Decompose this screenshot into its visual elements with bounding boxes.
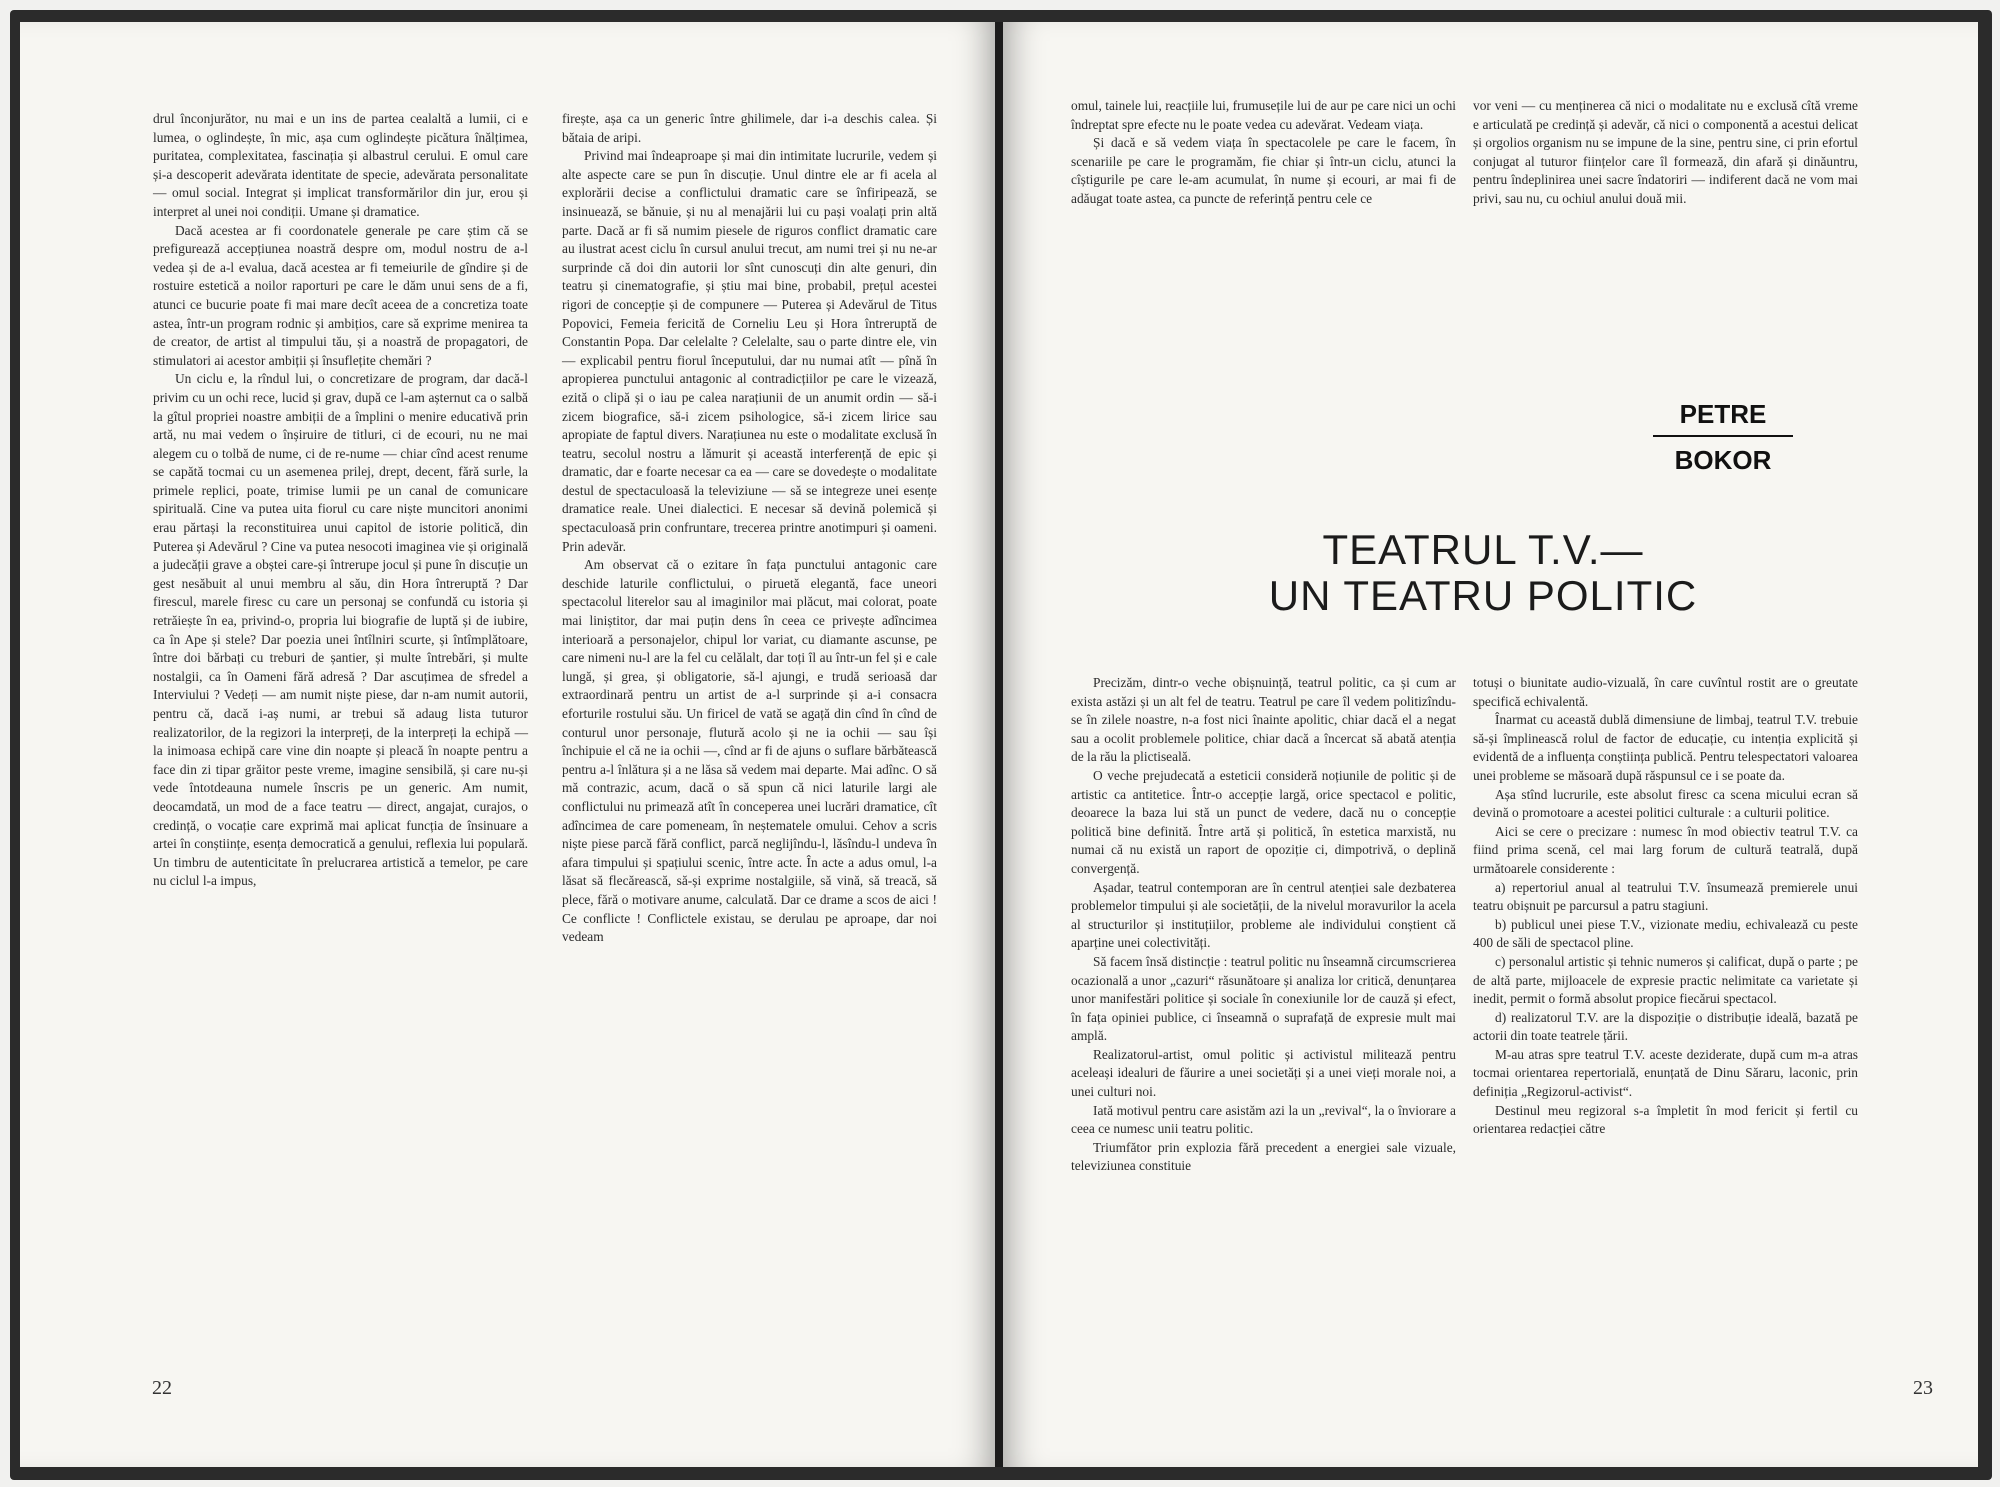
paragraph: Privind mai îndeaproape și mai din intimitate lucrurile, vedem și alte aspecte care se pun în discuție. Unul dintre ele ar fi acela al explorării decise a conflictului dramatic care se înfiripează, se insinuează, se bănuie, și nu al menajării lui cu pași voalați prin altă parte. Dacă ar fi să numim piesele de riguros conflict dramatic care au ilustrat acest ciclu în cursul anului trecut, am numi trei și nu ne-ar surprinde că doi din autorii lor sînt cunoscuți din alte genuri, din teatru și cinematografie, și știu mai bine, probabil, prețul acestei rigori de concepție și de compunere — Puterea și Adevărul de Titus Popovici, Femeia fericită de Corneliu Leu și Hora întreruptă de Constantin Popa. Dar celelalte ? Celelalte, sau o parte dintre ele, vin — explicabil pentru fiorul începutului, dar nu numai atît — pînă în apropierea punctului antagonic al contradicțiilor pe care le vizează, ezită o clipă și o iau pe calea narațiunii de un anumit ordin — să-i zicem biografice, să-i zicem psihologice, să-i zicem lirice sau apropiate de faptul divers. Narațiunea nu este o modalitate exclusă în teatru, secolul nostru a lămurit și această interferență de epic și dramatic, dar e foarte necesar ca ea — care se dovedește o modalitate destul de spectaculoasă la televiziune — să se integreze unei esențe dramatice reale. Unei dialectici. E necesar să devină polemică și spectaculoasă prin confruntare, trecerea printre anotimpuri și oameni. Prin adevăr. [562, 148, 937, 554]
paragraph: a) repertoriul anual al teatrului T.V. însumează premierele unui teatru obișnuit pe parcursul a patru stagiuni. [1473, 879, 1858, 914]
paragraph: vor veni — cu menținerea că nici o modalitate nu e exclusă cîtă vreme e articulată pe credință și adevăr, că nici o componentă a acestui delicat și orgolios organism nu se impune de la sine, pentru sine, ci prin efortul conjugat al tuturor ființelor care îl formează, din afară și dinăuntru, pentru îndeplinirea unei sacre îndatoriri — indiferent dacă ne vom mai privi, sau nu, cu ochiul anului două mii. [1473, 98, 1858, 206]
paragraph: totuși o biunitate audio-vizuală, în care cuvîntul rostit are o greutate specifică echivalentă. [1473, 675, 1858, 709]
author-first-name: PETRE [1679, 399, 1767, 429]
article-column-1 [1071, 674, 1456, 1176]
paragraph: O veche prejudecată a esteticii consideră noțiunile de politic și de artistic ca antitetice. Într-o accepție largă, orice spectacol e politic, deoarece la baza lui stă un punct de vedere, dacă nu o concepție politică bine definită. Între artă și politică, în estetica marxistă, nu numai că nu există un raport de opoziție ci, dimpotrivă, o deplină convergență. [1071, 767, 1456, 876]
headline-line-2: UN TEATRU POLITIC [1268, 572, 1698, 619]
paragraph: Am observat că o ezitare în fața punctului antagonic care deschide laturile conflictului, o piruetă elegantă, face uneori spectacolul literelor sau al imaginilor mai plăcut, mai colorat, poate mai liniștitor, dar mai puțin dens în ceea ce privește adîncimea interioară a personajelor, chipul lor variat, cu diamante ascunse, pe care nimeni nu-l are la fel cu celălalt, dar toți îl au într-un fel și e cale lungă, și grea, și obligatorie, să-l ajungi, e trudă serioasă dar extraordinară pentru un artist de a-l surprinde și a-i consacra eforturile rostului său. Un firicel de vată se agață din cînd în cînd de conturul unor personaje, flutură acolo și ne ia ochii — sau își închipuie el că ne ia ochii —, cînd ar fi de ajuns o suflare bărbătească pentru a-l înlătura și a ne lăsa să vedem mai departe. Mai adînc. O să mă contrazic, acum, dacă o să spun că nici laturile largi ale conflictului nu primează atît în conceperea unei lucrări dramatice, cît adîncimea de care pomeneam, în neștematele omului. Cehov a scris niște piese parcă fără conflict, parcă neglijîndu-l, lăsîndu-l undeva în afara timpului și spațiului scenic, între acte. În acte a adus omul, l-a lăsat să flecărească, să-și exprime nostalgiile, să vină, să treacă, să plece, fără o motivare anume, calculată. Dar ce drame a scos de aici ! Ce conflicte ! Conflictele existau, se derulau pe aproape, dar noi vedeam [562, 557, 937, 945]
paragraph: Precizăm, dintr-o veche obișnuință, teatrul politic, ca și cum ar exista astăzi și un alt fel de teatru. Teatrul pe care îl vedem politizîndu-se în zilele noastre, n-a fost nici înainte apolitic, chiar dacă el a negat sau a ocolit problemele politice, chiar dacă a încercat să abată atenția de la rău la plictiseală. [1071, 675, 1456, 765]
paragraph: firește, așa ca un generic între ghilimele, dar i-a deschis calea. Și bătaia de aripi. [562, 111, 937, 145]
paragraph: M-au atras spre teatrul T.V. aceste deziderate, după cum m-a atras tocmai orientarea repertorială, enunțată de Dinu Săraru, laconic, prin definiția „Regizorul-activist“. [1473, 1046, 1858, 1100]
paragraph: Realizatorul-artist, omul politic și activistul militează pentru aceleași idealuri de făurire a unei societăți și a unei vieți morale noi, a unei culturi noi. [1071, 1046, 1456, 1100]
article-column-2 [1473, 674, 1858, 1139]
paragraph: Dacă acestea ar fi coordonatele generale pe care știm că se prefigurează accepțiunea noastră despre om, modul nostru de a-l vedea și de a-l evalua, dacă acestea ar fi temeiurile de gîndire și de rostuire estetică a noilor raporturi pe care le dăm unui sens de a fi, atunci ce bucurie poate fi mai mare decît aceea de a concretiza toate astea, într-un program rodnic și ambițios, care să exprime menirea ta de creator, de artist al timpului tău, și a noastră de propagatori, de stimulatori ai acestor ambiții și însuflețite chemări ? [153, 222, 528, 368]
article-headline [1173, 527, 1793, 619]
paragraph: drul înconjurător, nu mai e un ins de partea cealaltă a lumii, ci e lumea, o oglindește, în mic, așa cum oglindește picătura înălțimea, puritatea, complexitatea, fascinația și albastrul cerului. E omul care și-a descoperit adevărata identitate de specie, adevărata personalitate — omul social. Integrat și implicat transformărilor din jur, erou și interpret al unei noi condiții. Umane și dramatice. [153, 111, 528, 219]
left-page [20, 22, 995, 1467]
paragraph: Destinul meu regizoral s-a împletit în mod fericit și fertil cu orientarea redacției către [1473, 1102, 1858, 1137]
paragraph: Așadar, teatrul contemporan are în centrul atenției sale dezbaterea problemelor timpului și ale societății, de la nivelul moravurilor la acela al structurilor și instituțiilor, probleme ale individului conștient că aparține unei colectivități. [1071, 879, 1456, 951]
paragraph: Un ciclu e, la rîndul lui, o concretizare de program, dar dacă-l privim cu un ochi rece, lucid și grav, după ce l-am așternut ca o salbă la gîtul propriei noastre ambiții de a împlini o menire educativă prin artă, nu mai vedem o înșiruire de titluri, ci de ecouri, nu ne mai alegem cu o tolbă de nume, ci de re-nume — chiar cînd acest renume se capătă tocmai cu un asemenea prilej, drept, decent, fără surle, la primele replici, poate, trimise lumii pe un canal de comunicare spirituală. Cine va putea uita fiorul cu care niște muncitori anonimi erau părtași la reconstituirea unui capitol de istorie politică, din Puterea și Adevărul ? Cine va putea nesocoti imaginea vie și originală a judecății grave a obștei care-și întrerupe jocul și pune în discuție un gest nesăbuit al unui membru al său, din Hora întreruptă ? Dar firescul, marele firesc cu care un personaj se confundă cu istoria și retrăiește în ea, privind-o, propria lui biografie de luptă și de iubire, ca în Ape și stele? Dar poezia unei întîlniri scurte, și întîmplătoare, între doi bărbați cu treburi de șantier, și multe întrebări, și multe nostalgii, ca în Oameni fără adresă ? Dar ascuțimea de sfredel a Interviului ? Vedeți — am numit niște piese, dar n-am numit autorii, pentru că, dacă i-aș numi, ar trebui să adaug lista tuturor realizatorilor, de la regizori la interpreți, de la interpreți la echipă — la inimoasa echipă care vine din noapte și pleacă în noapte pentru a face din zi tipar grăitor peste vreme, imagine sensibilă, și care nu-și vede întotdeauna numele înscris pe un generic. Am numit, deocamdată, un mod de a face teatru — direct, angajat, curajos, o credință, o vocație care exprimă mai aplicat funcția de însinuare a artei în conștiințe, esența democratică a genului, reflexia lui populară. Un timbru de autenticitate în prelucrarea artistică a temelor, pe care nu ciclul l-a impus, [153, 371, 528, 889]
paragraph: d) realizatorul T.V. are la dispoziție o distribuție ideală, bazată pe actorii din toate teatrele țării. [1473, 1009, 1858, 1044]
paragraph: omul, tainele lui, reacțiile lui, frumusețile lui de aur pe care nici un ochi îndreptat spre efecte nu le poate vedea cu adevărat. Vedeam viața. [1071, 98, 1456, 132]
paragraph: Înarmat cu această dublă dimensiune de limbaj, teatrul T.V. trebuie să-și împlinească rolul de factor de educație, cu intenția explicită și evidentă de a influența conștiința publică. Pentru telespectatori valoarea unei probleme se măsoară după răspunsul ce i se poate da. [1473, 712, 1858, 783]
author-name [1653, 397, 1793, 477]
paragraph: Iată motivul pentru care asistăm azi la un „revival“, la o înviorare a ceea ce numesc unii teatru politic. [1071, 1102, 1456, 1137]
right-page [1003, 22, 1978, 1467]
paragraph: Să facem însă distincție : teatrul politic nu înseamnă circumscrierea ocazională a unor „cazuri“ răsunătoare și analiza lor critică, denunțarea unor manifestări politice și sociale în conexiunile lor de cauză și efect, în fața opiniei publice, ci înseamnă o suprafață de expresie mult mai amplă. [1071, 953, 1456, 1044]
paragraph: Aici se cere o precizare : numesc în mod obiectiv teatrul T.V. ca fiind prima scenă, cel mai larg forum de cultură teatrală, după următoarele considerente : [1473, 823, 1858, 876]
left-page-column-2 [562, 110, 937, 947]
page-number-left: 22 [152, 1377, 172, 1399]
author-last-name: BOKOR [1674, 445, 1772, 475]
paragraph: Triumfător prin explozia fără precedent a energiei sale vizuale, televiziunea constituie [1071, 1139, 1456, 1174]
paragraph: c) personalul artistic și tehnic numeros și calificat, după o parte ; pe de altă parte, mijloacele de expresie practic nelimitate ca varietate și inedit, permit o formă absolut propice fiecărui spectacol. [1473, 953, 1858, 1007]
right-page-top-column-2 [1473, 97, 1858, 209]
right-page-top-column-1 [1071, 97, 1456, 209]
author-rule [1653, 435, 1793, 437]
left-page-column-1 [153, 110, 528, 891]
book-gutter [995, 22, 1003, 1467]
paragraph: b) publicul unei piese T.V., vizionate mediu, echivalează cu peste 400 de săli de spectacol pline. [1473, 916, 1858, 951]
page-number-right: 23 [1913, 1377, 1933, 1399]
headline-line-1: TEATRUL T.V.— [1322, 526, 1644, 573]
paragraph: Așa stînd lucrurile, este absolut firesc ca scena micului ecran să devină o promotoare a acestei politici culturale : a culturii politice. [1473, 786, 1858, 821]
paragraph: Și dacă e să vedem viața în spectacolele pe care le facem, în scenariile pe care le programăm, fie chiar și într-un ciclu, atunci la cîștigurile pe care le-am acumulat, în nume și ecouri, ar mai fi de adăugat toate astea, ca puncte de referință pentru cele ce [1071, 135, 1456, 206]
